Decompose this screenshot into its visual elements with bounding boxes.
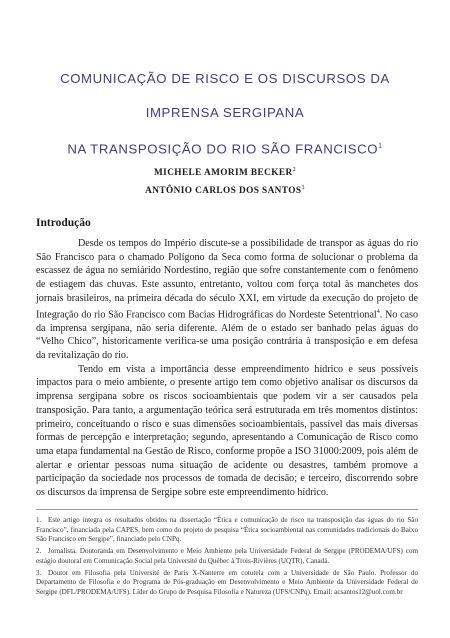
title-line-1: COMUNICAÇÃO DE RISCO E OS DISCURSOS DA IMPRENSA SERGIPANA [60,71,390,120]
title-footnote-marker[interactable]: 1 [378,143,383,150]
footnote-2-text: Jornalista. Doutoranda em Desenvolvimento e Meio Ambiente pela Universidade Federal de Sergipe (PRODEMA/UFS) com estágio doutoral em Comunicação Social pela Université du Québec à Trois-Rivières (UQTR), Canadá. [36,547,418,565]
footnote-1-number: 1. [36,516,42,524]
paragraph-1 [36,237,418,363]
footnote-3-text: Doutor em Filosofia pela Université de Paris X-Nanterre em cotutela com a Universidade de São Paulo. Professor do Departamento de Filosofia e do Programa de Pós-graduação em Desenvolvimento e Meio Ambiente da Universidade Federal de Sergipe (DFL/PRODEMA/UFS). Líder do Grupo de Pesquisa Filosofia e Natureza (UFS/CNPq). Email: acsantos12@uol.com.br [36,568,418,596]
footnote-2-number: 2. [36,547,42,556]
title-line-2-text: NA TRANSPOSIÇÃO DO RIO SÃO FRANCISCO [67,141,379,157]
footnote-1-text: Este artigo integra os resultados obtidos na dissertação “Ética e comunicação de risco na transposição das águas do rio São Francisco”, financiada pela CAPES, bem como do projeto de pesquisa “Ética socioambiental nas comunidades tradicionais do Baixo São Francisco em Sergipe”, financiado pelo CNPq. [36,516,418,544]
footnote-1 [36,516,418,545]
footnotes [36,509,418,600]
body-text [36,237,418,500]
footnote-2 [36,547,418,566]
footnote-3 [36,569,418,598]
article-title [30,62,420,166]
author-1-marker[interactable]: 2 [292,167,296,173]
author-1-name: MICHELE AMORIM BECKER [154,168,293,179]
author-2-name: ANTÔNIO CARLOS DOS SANTOS [145,186,302,197]
paragraph-1-footnote-marker[interactable]: 4 [376,308,380,315]
author-list [0,163,450,199]
author-1 [0,163,450,181]
author-2 [0,181,450,199]
paragraph-1-part-1: Desde os tempos do Império discute-se a possibilidade de transpor as águas do rio São Francisco para o chamado Polígono da Seca como forma de solucionar o problema da escassez de água no semiárido Nordestino, região que sofre constantemente com o fenômeno de estiagem das chuvas. Este assunto, entretanto, voltou com força total às manchetes dos jornais brasileiros, na primeira década do século XXI, em virtude da execução do projeto de Integração do rio São Francisco com Bacias Hidrográficas do Nordeste Setentrional [36,238,418,320]
section-heading: Introdução [36,217,91,229]
author-2-marker[interactable]: 3 [301,185,305,192]
title-line-2 [30,130,420,166]
paragraph-1-part-2: . No caso da imprensa sergipana, não seria diferente. Além de o estado ser banhado pelas águas do “Velho Chico”, historicamente verifica-se uma posição contrária à transposição e em defesa da revitalização do rio. [36,308,419,361]
paragraph-2: Tendo em vista a importância desse empreendimento hídrico e seus possíveis impactos para o meio ambiente, o presente artigo tem como objetivo analisar os discursos da imprensa sergipana sobre os riscos socioambientais que podem vir a ser causados pela transposição. Para tanto, a argumentação teórica será estruturada em três momentos distintos: primeiro, conceituando o risco e suas dimensões socioambientais, passível das mais diversas formas de percepção e interpretação; segundo, apresentando a Comunicação de Risco como uma etapa fundamental na Gestão de Risco, conforme propõe a ISO 31000:2009, pois além de alertar e orientar pessoas numa situação de acidente ou desastres, também promove a participação da sociedade nos processos de tomada de decisão; e terceiro, discorrendo sobre os discursos da imprensa de Sergipe sobre este empreendimento hídrico. [36,363,418,499]
footnote-3-number: 3. [36,568,42,577]
